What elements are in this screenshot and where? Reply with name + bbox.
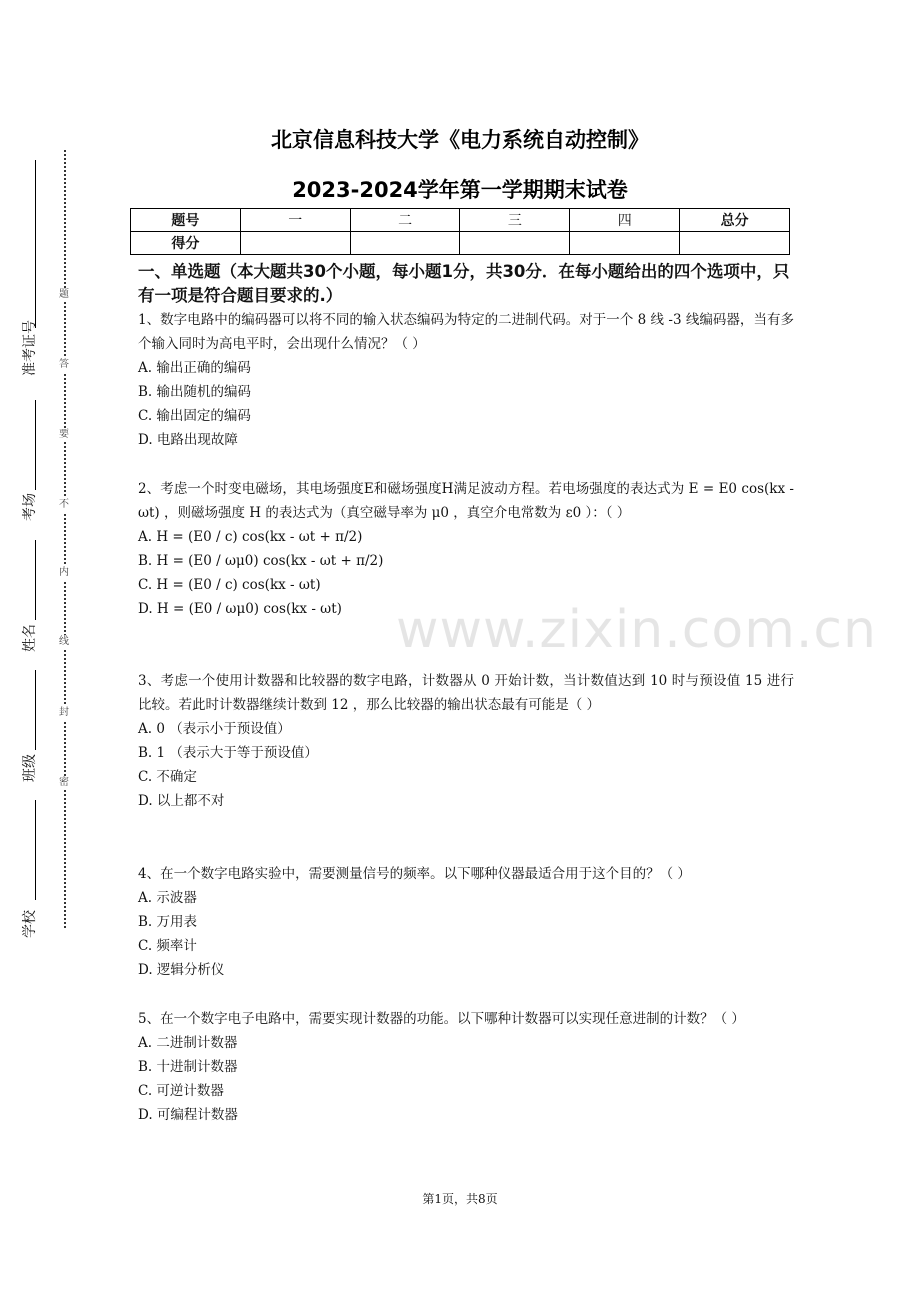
seal-dotted-line [64, 150, 66, 928]
field-line[interactable] [35, 670, 36, 750]
score-table-score-row [131, 232, 790, 255]
field-label-exam-room: 考场 [22, 493, 38, 521]
score-header-cell: 一 [240, 209, 350, 232]
score-table [130, 208, 790, 255]
question-stem: 3、考虑一个使用计数器和比较器的数字电路，计数器从 0 开始计数，当计数值达到 10 时与预设值 15 进行比较。若此时计数器继续计数到 12 ，那么比较器的输出状态最有可能是（ ） [138, 673, 794, 713]
option-d: D. 电路出现故障 [138, 432, 238, 448]
section-heading: 一、单选题（本大题共30个小题，每小题1分，共30分．在每小题给出的四个选项中，只有一项是符合题目要求的.） [138, 262, 790, 305]
question [138, 308, 794, 452]
seal-char: 密 [59, 777, 69, 788]
option-b: B. 输出随机的编码 [138, 384, 252, 400]
question-stem: 2、考虑一个时变电磁场，其电场强度E和磁场强度H满足波动方程。若电场强度的表达式为 E = E0 cos(kx - ωt) ，则磁场强度 H 的表达式为（真空磁导率为 μ0 ，真空介电常数为 ε0 ）：（ ） [138, 481, 794, 521]
field-label-name: 姓名 [22, 624, 38, 652]
field-label-school: 学校 [22, 910, 38, 938]
score-table-header-row [131, 209, 790, 232]
option-d: D. 以上都不对 [138, 793, 225, 809]
option-c: C. 不确定 [138, 769, 197, 785]
question [138, 1007, 794, 1127]
score-cell[interactable] [460, 232, 570, 255]
score-cell[interactable] [570, 232, 680, 255]
field-line[interactable] [35, 800, 36, 900]
score-header-cell: 三 [460, 209, 570, 232]
seal-char: 要 [59, 429, 69, 440]
option-b: B. 万用表 [138, 914, 198, 930]
field-label-exam-id: 准考证号 [22, 320, 38, 376]
option-a: A. 示波器 [138, 890, 197, 906]
question-stem: 5、在一个数字电子电路中，需要实现计数器的功能。以下哪种计数器可以实现任意进制的计数？（ ） [138, 1011, 745, 1027]
score-header-cell: 二 [350, 209, 460, 232]
option-a: A. H = (E0 / c) cos(kx - ωt + π/2) [138, 529, 363, 545]
option-d: D. 可编程计数器 [138, 1107, 238, 1123]
option-d: D. H = (E0 / ωμ0) cos(kx - ωt) [138, 601, 342, 617]
option-a: A. 输出正确的编码 [138, 360, 251, 376]
option-b: B. 十进制计数器 [138, 1059, 238, 1075]
score-header-cell: 题号 [131, 209, 241, 232]
exam-subtitle: 2023-2024学年第一学期期末试卷 [292, 178, 628, 202]
option-c: C. 输出固定的编码 [138, 408, 251, 424]
seal-char: 内 [59, 567, 69, 578]
option-a: A. 二进制计数器 [138, 1035, 238, 1051]
field-line[interactable] [35, 400, 36, 490]
seal-char: 题 [59, 289, 69, 300]
option-b: B. H = (E0 / ωμ0) cos(kx - ωt + π/2) [138, 553, 384, 569]
question [138, 862, 794, 982]
option-a: A. 0 （表示小于预设值） [138, 721, 291, 737]
option-c: C. 频率计 [138, 938, 197, 954]
score-cell[interactable] [680, 232, 790, 255]
exam-title: 北京信息科技大学《电力系统自动控制》 [271, 128, 649, 152]
watermark: www.zixin.com.cn [396, 600, 877, 660]
seal-char: 答 [59, 359, 69, 370]
page-number: 第1页，共8页 [422, 1192, 498, 1206]
option-b: B. 1 （表示大于等于预设值） [138, 745, 318, 761]
seal-char: 线 [59, 636, 69, 647]
field-label-class: 班级 [22, 754, 38, 782]
question [138, 669, 794, 813]
field-line[interactable] [35, 540, 36, 620]
question-stem: 1、数字电路中的编码器可以将不同的输入状态编码为特定的二进制代码。对于一个 8 线 -3 线编码器，当有多个输入同时为高电平时，会出现什么情况？（ ） [138, 312, 794, 352]
score-cell[interactable] [240, 232, 350, 255]
option-d: D. 逻辑分析仪 [138, 962, 225, 978]
option-c: C. 可逆计数器 [138, 1083, 224, 1099]
score-header-cell: 总分 [680, 209, 790, 232]
score-cell[interactable] [350, 232, 460, 255]
score-row-label: 得分 [131, 232, 241, 255]
seal-char: 封 [59, 707, 69, 718]
score-header-cell: 四 [570, 209, 680, 232]
question-stem: 4、在一个数字电路实验中，需要测量信号的频率。以下哪种仪器最适合用于这个目的？（ ） [138, 866, 691, 882]
option-c: C. H = (E0 / c) cos(kx - ωt) [138, 577, 321, 593]
seal-char: 不 [59, 499, 69, 510]
